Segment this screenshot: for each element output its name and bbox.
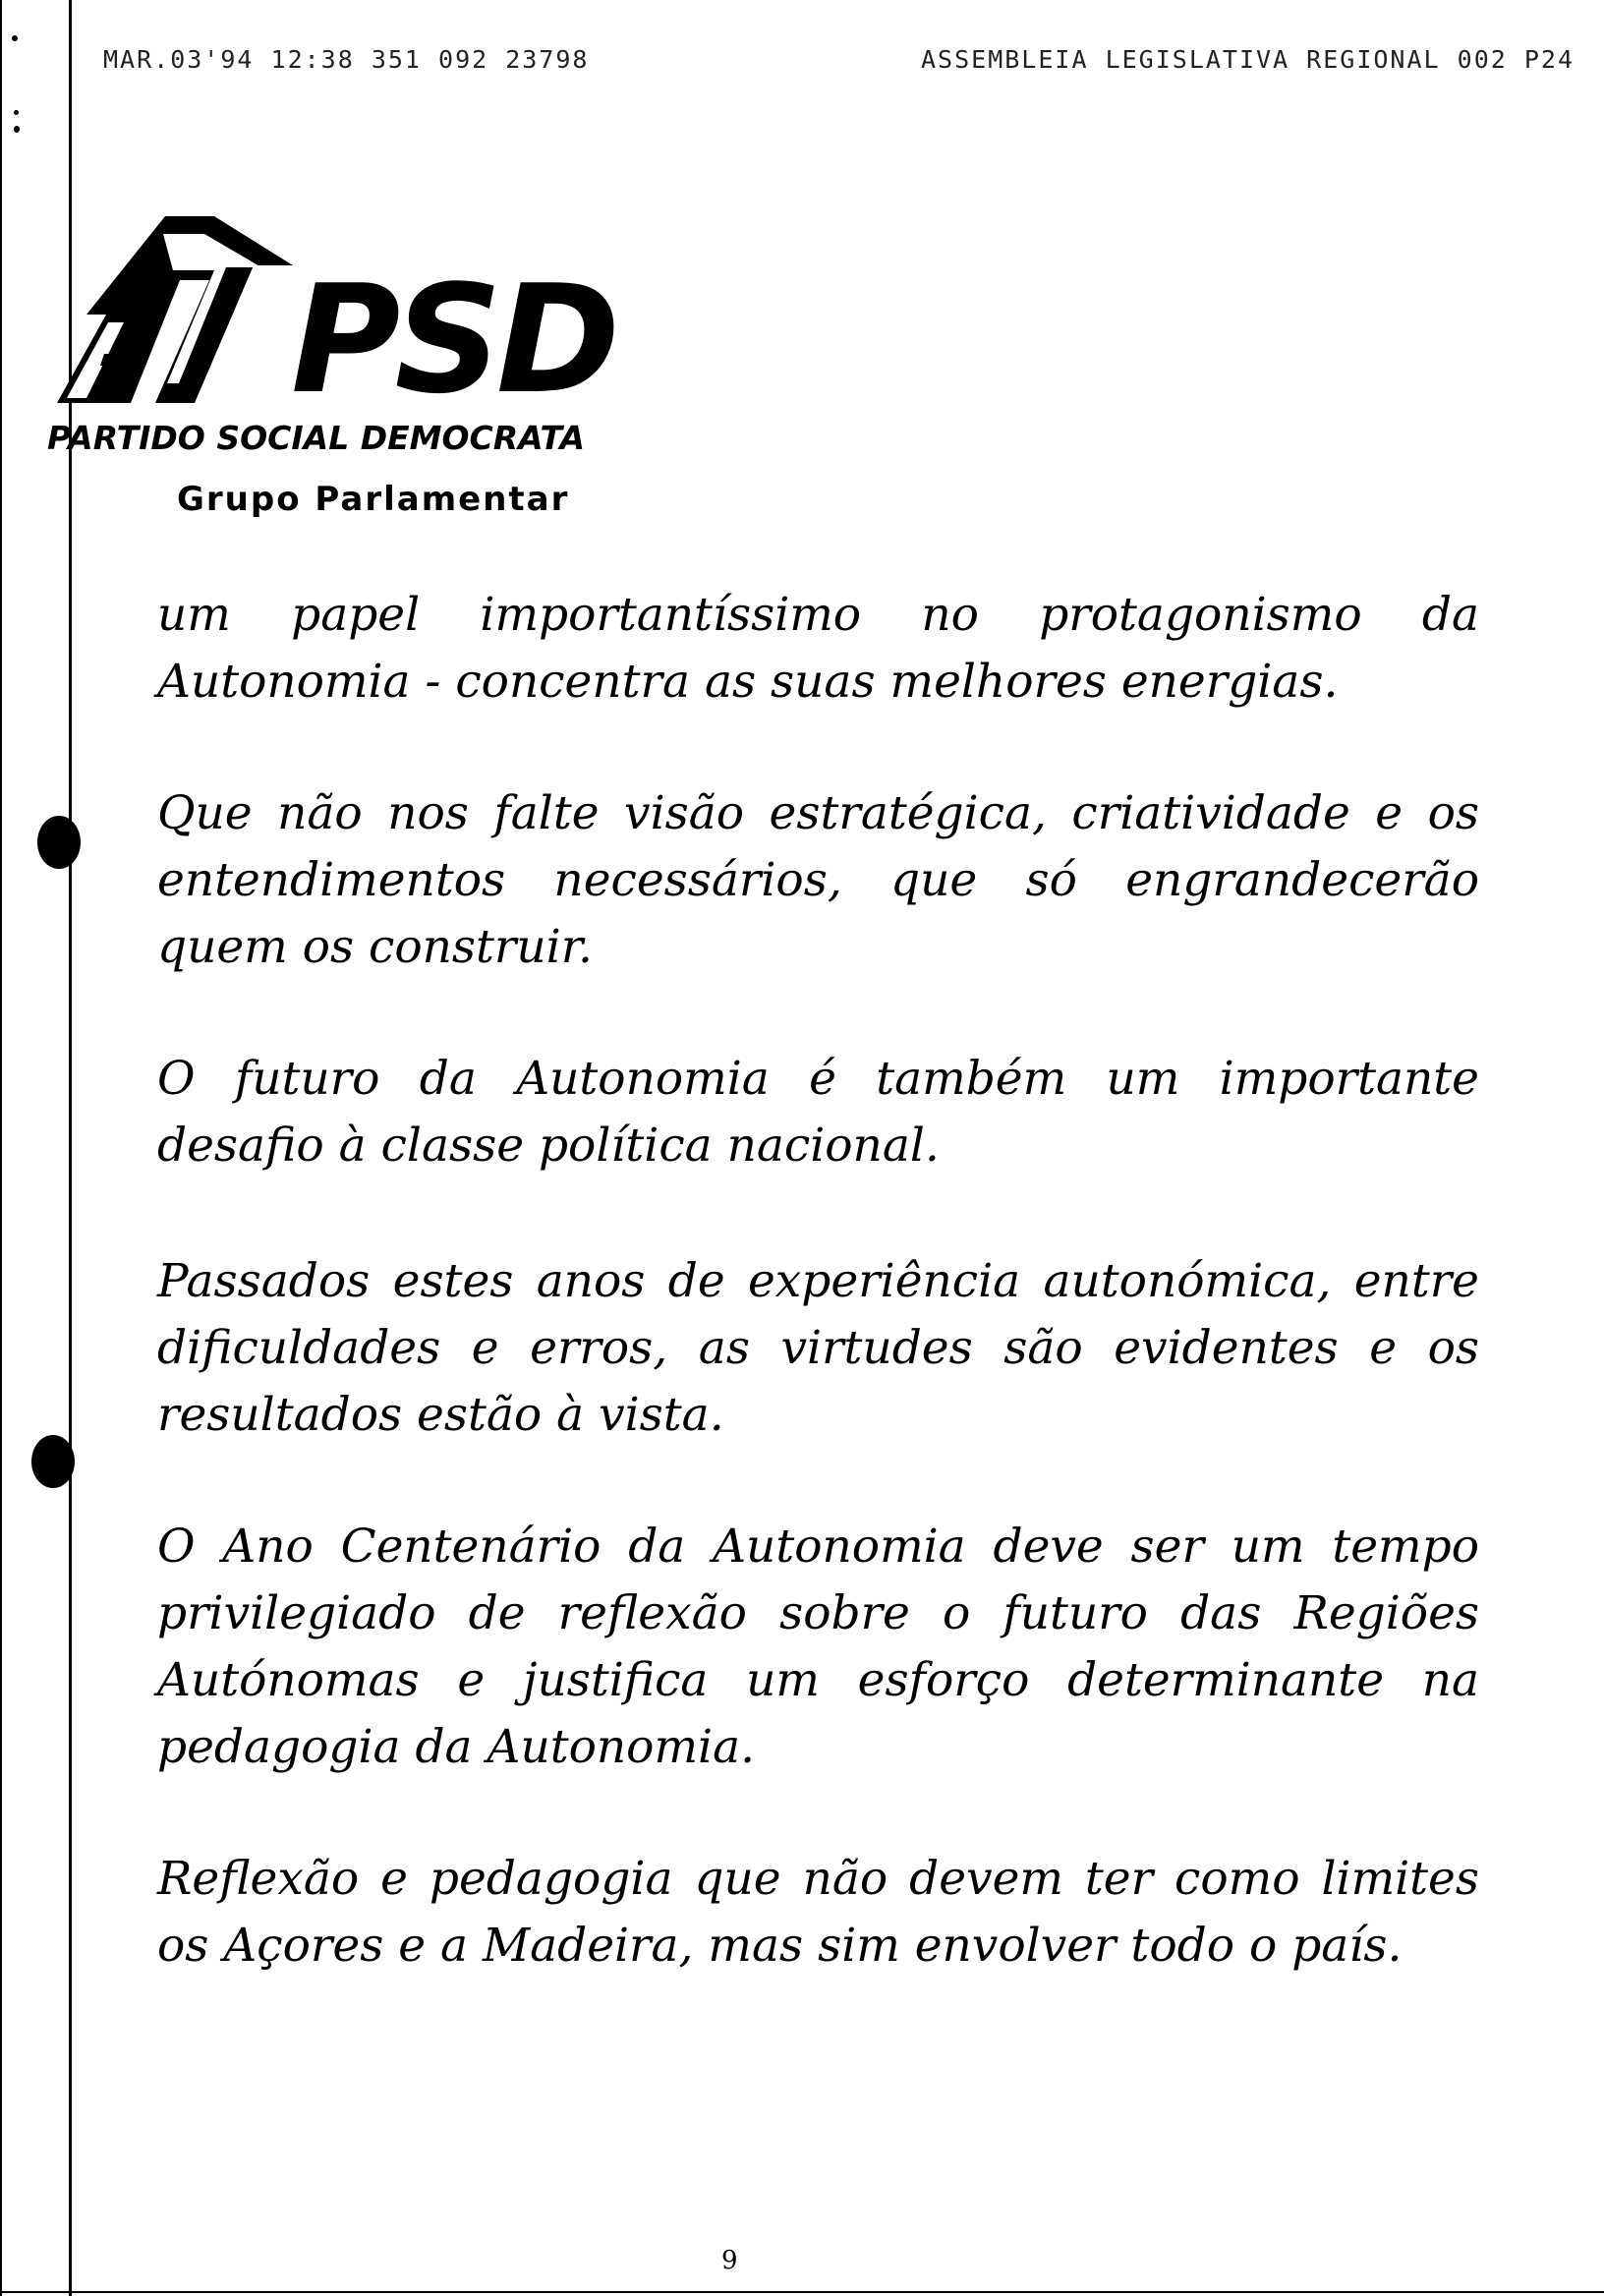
paragraph: O futuro da Autonomia é também um importante desafio à classe política nacional.	[157, 1052, 1479, 1173]
paragraph: um papel importantíssimo no protagonismo da Autonomia - concentra as suas melhores energias.	[157, 588, 1479, 709]
page-number: 9	[721, 2246, 738, 2275]
scan-speck	[12, 35, 18, 41]
group-title: Grupo Parlamentar	[177, 480, 570, 519]
punch-hole	[37, 816, 81, 869]
paragraph: Que não nos falte visão estratégica, criatividade e os entendimentos necessários, que só engrandecerão quem os construir.	[157, 786, 1479, 974]
punch-hole	[31, 1435, 75, 1488]
scan-speck	[14, 110, 19, 115]
fax-header-timestamp: MAR.03'94 12:38 351 092 23798	[103, 45, 590, 74]
logo-wordmark: PSD	[291, 253, 615, 427]
fax-header-sender: ASSEMBLEIA LEGISLATIVA REGIONAL 002 P24	[921, 45, 1575, 74]
left-page-edge	[0, 0, 2, 2296]
paragraph: O Ano Centenário da Autonomia deve ser um tempo privilegiado de reflexão sobre o futuro das Regiões Autónomas e justifica um esforço determinante na pedagogia da Autonomia.	[157, 1520, 1479, 1774]
paragraph: Passados estes anos de experiência autonómica, entre dificuldades e erros, as virtudes são evidentes e os resultados estão à vista.	[157, 1254, 1479, 1442]
logo-subtitle: PARTIDO SOCIAL DEMOCRATA	[47, 419, 586, 457]
letter-body	[157, 582, 1479, 2044]
psd-logo	[47, 206, 676, 462]
scan-speck	[14, 126, 20, 133]
psd-arrow-icon	[47, 206, 303, 413]
fax-header	[103, 45, 1575, 75]
bottom-page-edge	[0, 2291, 1604, 2293]
paragraph: Reflexão e pedagogia que não devem ter como limites os Açores e a Madeira, mas sim envolver todo o país.	[157, 1852, 1479, 1973]
